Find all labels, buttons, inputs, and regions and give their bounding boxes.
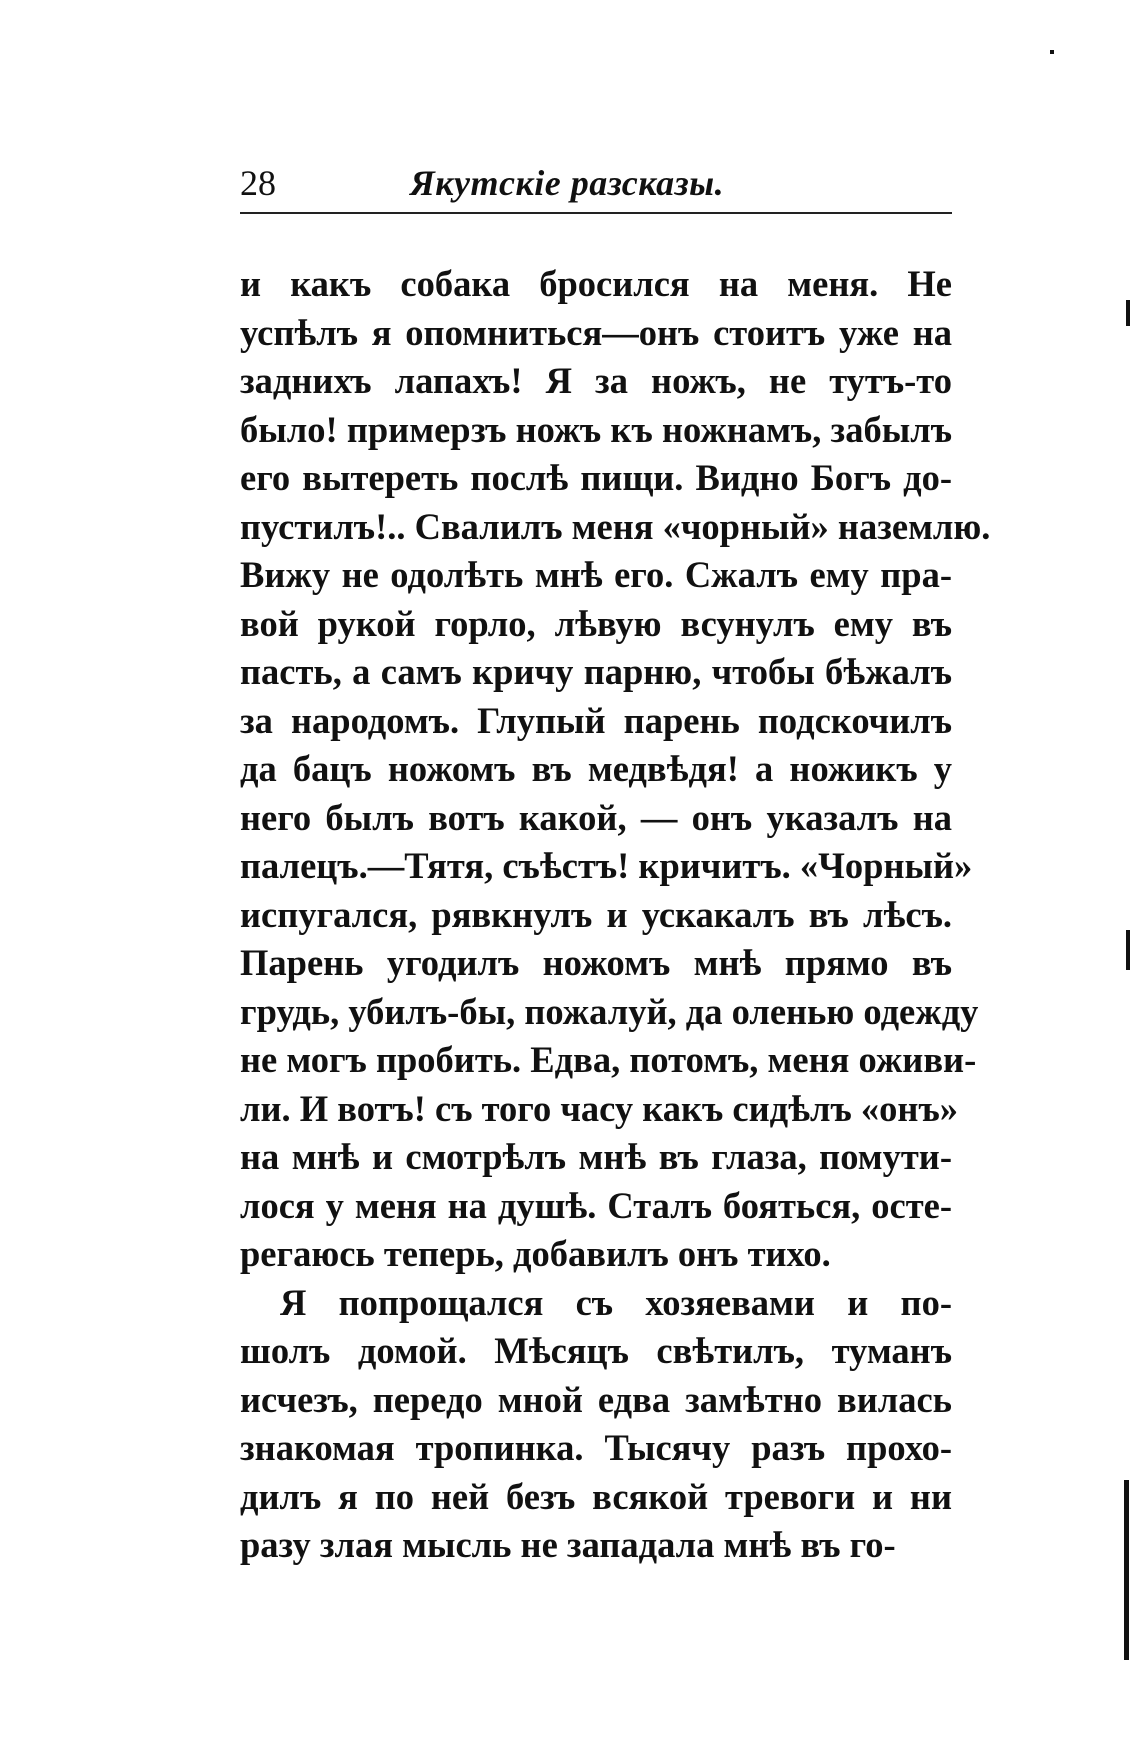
running-title: Якутскіе разсказы. — [410, 163, 725, 203]
text-line: успѣлъ я опомниться—онъ стоитъ уже на — [240, 311, 952, 353]
text-line: палецъ.—Тятя, съѣстъ! кричитъ. «Чорный» — [240, 845, 973, 886]
text-line: не могъ пробить. Едва, потомъ, меня оживи- — [240, 1039, 977, 1080]
text-line: знакомая тропинка. Тысячу разъ прохо- — [240, 1427, 952, 1468]
paragraph — [240, 260, 991, 1279]
margin-mark — [1126, 300, 1130, 326]
text-line: ли. И вотъ! съ того часу какъ сидѣлъ «онъ» — [240, 1087, 958, 1129]
text-line: пасть, а самъ кричу парню, чтобы бѣжалъ — [240, 651, 952, 692]
text-line: за народомъ. Глупый парень подскочилъ — [240, 699, 952, 741]
text-line: пустилъ!.. Свалилъ меня «чорный» наземлю. — [240, 505, 991, 547]
margin-mark — [1126, 930, 1130, 970]
text-line: Вижу не одолѣть мнѣ его. Сжалъ ему пра- — [240, 554, 952, 595]
text-line: заднихъ лапахъ! Я за ножъ, не тутъ-то — [240, 360, 952, 401]
paragraph — [240, 1279, 952, 1570]
page-header — [240, 158, 952, 208]
text-line: да бацъ ножомъ въ медвѣдя! а ножикъ у — [240, 748, 952, 789]
body-text — [240, 260, 991, 1570]
page-number: 28 — [240, 163, 276, 203]
text-line: него былъ вотъ какой, — онъ указалъ на — [240, 796, 952, 838]
text-line: разу злая мысль не западала мнѣ въ го- — [240, 1524, 896, 1565]
header-rule — [240, 212, 952, 214]
text-line: вой рукой горло, лѣвую всунулъ ему въ — [240, 602, 952, 644]
text-line: исчезъ, передо мной едва замѣтно вилась — [240, 1378, 952, 1420]
text-line: Парень угодилъ ножомъ мнѣ прямо въ — [240, 942, 952, 983]
text-line: Я попрощался съ хозяевами и по- — [280, 1281, 952, 1323]
margin-mark — [1050, 50, 1054, 54]
text-line: испугался, рявкнулъ и ускакалъ въ лѣсъ. — [240, 893, 952, 935]
text-line: было! примерзъ ножъ къ ножнамъ, забылъ — [240, 408, 952, 450]
text-line: его вытереть послѣ пищи. Видно Богъ до- — [240, 457, 952, 498]
text-line: шолъ домой. Мѣсяцъ свѣтилъ, туманъ — [240, 1330, 952, 1371]
margin-mark — [1124, 1480, 1129, 1660]
text-line: регаюсь теперь, добавилъ онъ тихо. — [240, 1233, 831, 1274]
text-line: на мнѣ и смотрѣлъ мнѣ въ глаза, помути- — [240, 1136, 952, 1177]
text-line: и какъ собака бросился на меня. Не — [240, 263, 952, 304]
text-line: грудь, убилъ-бы, пожалуй, да оленью одежду — [240, 990, 979, 1032]
text-line: лося у меня на душѣ. Сталъ бояться, осте- — [240, 1184, 952, 1226]
text-line: дилъ я по ней безъ всякой тревоги и ни — [240, 1475, 952, 1517]
